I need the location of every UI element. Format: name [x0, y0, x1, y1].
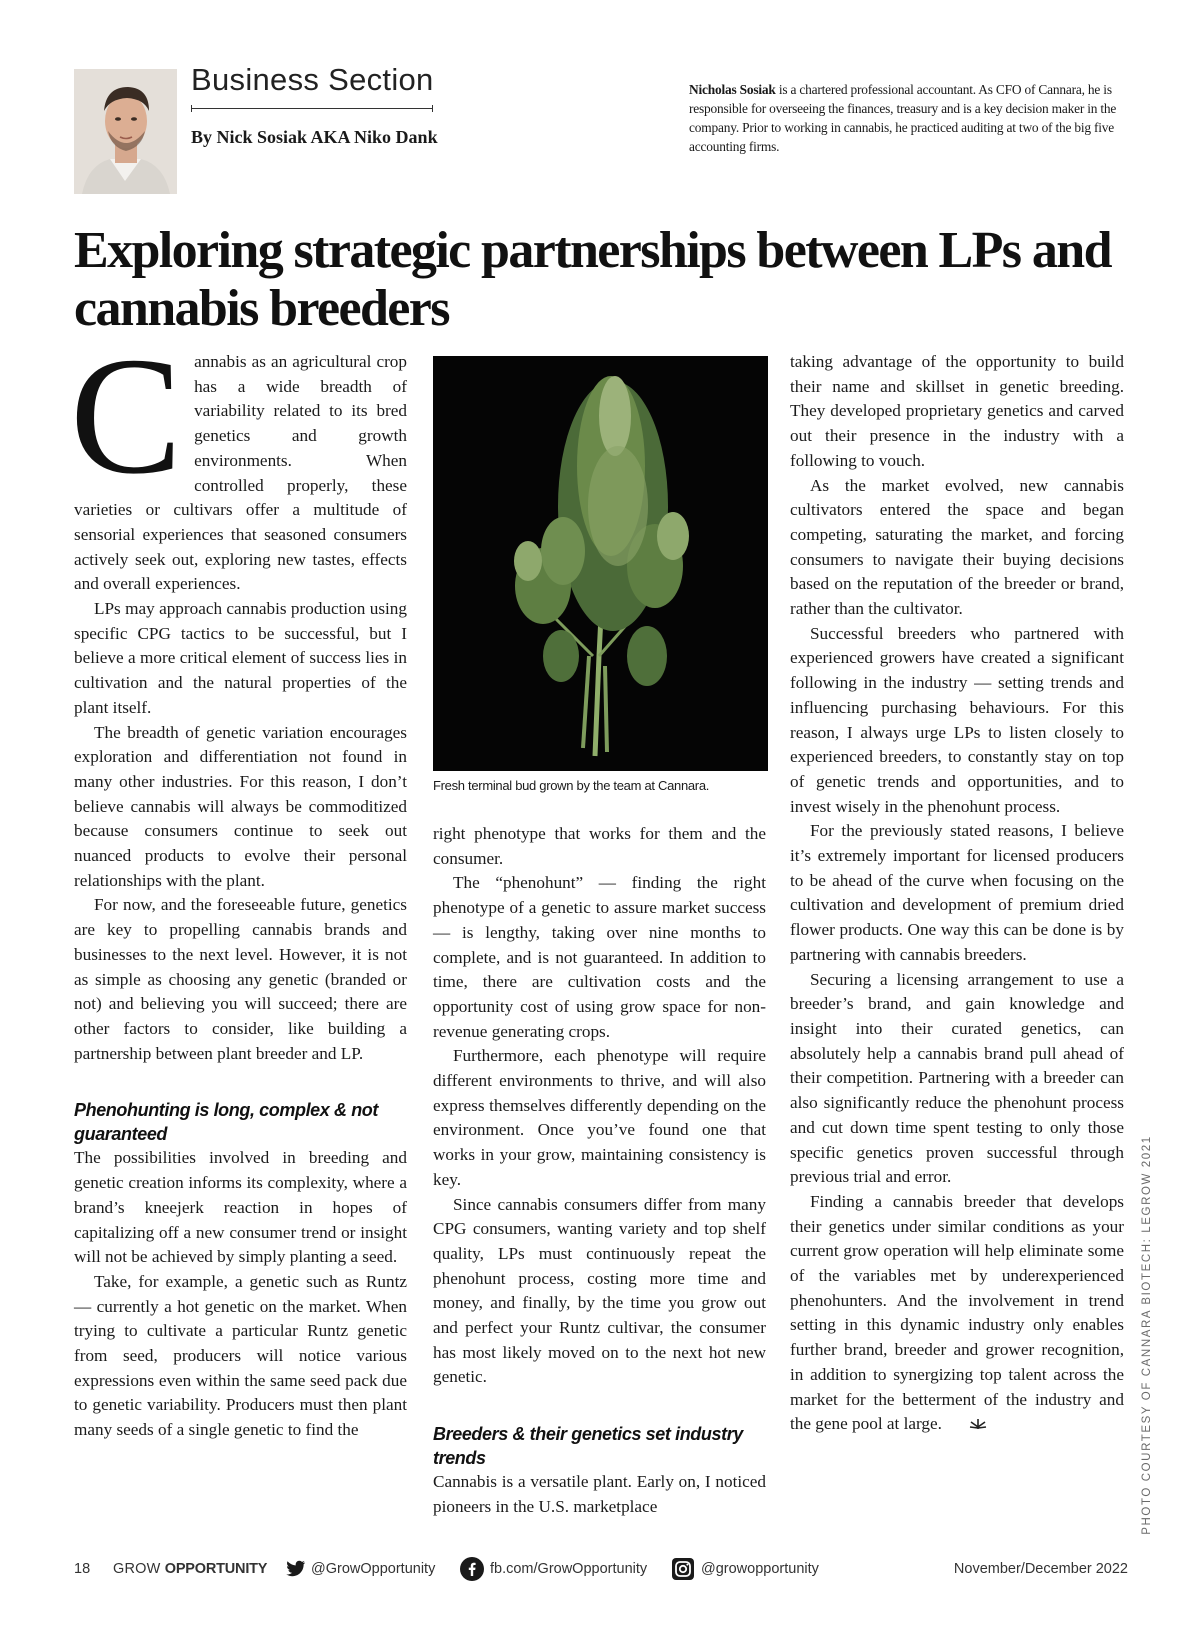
article-paragraph: The “phenohunt” — finding the right phenotype of a genetic to assure market success — is lengthy, taking over nine months to complete, and is not guaranteed. In addition to time, there are cultivation costs and the opportunity cost of using grow space for non-revenue generating crops.: [433, 873, 766, 1041]
author-bio: [689, 80, 1129, 156]
article-paragraph: The possibilities involved in breeding and genetic creation informs its complexity, where a brand’s kneejerk reaction in hopes of capitalizing off a new consumer trend or insight will not be achieved by simply planting a seed.: [74, 1148, 407, 1267]
article-paragraph: Successful breeders who partnered with experienced growers have created a significant following in the industry — setting trends and influencing purchasing behaviours. For this reason, I always urge LPs to listen closely to experienced breeders, to constantly stay on top of genetic trends and opportunities, and to invest wisely in the phenohunt process.: [790, 623, 1124, 816]
article-paragraph: Securing a licensing arrangement to use a breeder’s brand, and gain knowledge and insight into their curated genetics, can absolutely help a cannabis brand pull ahead of their competition. Partnering with a breeder can also significantly reduce the phenohunt process and cut down time spent testing to only those specific genetics proven successful through previous trial and error.: [790, 969, 1124, 1187]
drop-cap: C: [70, 323, 183, 509]
paragraph-text: annabis as an agricultural crop has a wide breadth of variability related to its bred genetics and growth environments. When controlled properly, these varieties or cultivars offer a multitude of sensorial experiences that seasoned consumers actively seek out, exploring new tastes, effects and overall experiences.: [74, 352, 407, 594]
section-divider: [191, 108, 433, 109]
article-paragraph: For now, and the foreseeable future, genetics are key to propelling cannabis brands and businesses to the next level. However, it is not as simple as choosing any genetic (branded or not) and believing you will succeed; there are other factors to consider, like building a partnership between plant breeder and LP.: [74, 895, 407, 1063]
instagram-handle[interactable]: @growopportunity: [701, 1561, 819, 1577]
facebook-icon[interactable]: [460, 1557, 484, 1581]
article-paragraph: right phenotype that works for them and the consumer.: [433, 824, 766, 868]
twitter-icon[interactable]: [283, 1557, 307, 1581]
brand-bold: OPPORTUNITY: [164, 1561, 268, 1577]
magazine-brand: [113, 1561, 267, 1577]
article-column-3: [790, 350, 1124, 1439]
subheading-breeders: Breeders & their genetics set industry trends: [433, 1424, 743, 1469]
article-headline: Exploring strategic partnerships between LPs and cannabis breeders: [74, 222, 1111, 337]
article-paragraph: [790, 1190, 1124, 1439]
brand-light: GROW: [113, 1561, 165, 1577]
article-paragraph: taking advantage of the opportunity to build their name and skillset in genetic breeding. They developed proprietary genetics and carved out their presence in the industry with a following to vouch.: [790, 352, 1124, 470]
article-paragraph: The breadth of genetic variation encourages exploration and differentiation not found in many other industries. For this reason, I don’t believe cannabis will always be commoditized because consumers continue to seek out nuanced products to evolve their personal relationships with the plant.: [74, 722, 407, 890]
photo-caption: Fresh terminal bud grown by the team at Cannara.: [433, 778, 710, 793]
cannabis-leaf-icon: [948, 1414, 988, 1439]
author-portrait: [74, 69, 177, 194]
author-bio-text: is a chartered professional accountant. As CFO of Cannara, he is responsible for overseeing the finances, treasury and is a key decision maker in the company. Prior to working in cannabis, he practiced auditing at two of the big five accounting firms.: [689, 82, 1117, 154]
byline: By Nick Sosiak AKA Niko Dank: [191, 127, 438, 147]
article-paragraph: [70, 323, 407, 597]
article-paragraph: LPs may approach cannabis production using specific CPG tactics to be successful, but I believe a more critical element of success lies in cultivation and the natural properties of the plant itself.: [74, 599, 407, 717]
article-paragraph: Furthermore, each phenotype will require different environments to thrive, and will also express themselves differently depending on the environment. Once you’ve found one that works in your grow, maintaining consistency is key.: [433, 1046, 766, 1189]
issue-date: November/December 2022: [953, 1561, 1128, 1577]
article-paragraph: Since cannabis consumers differ from many CPG consumers, wanting variety and top shelf quality, LPs must continuously repeat the phenohunt process, costing more time and money, and finally, by the time you grow out and perfect your Runtz cultivar, the consumer has most likely moved on to the next hot new genetic.: [433, 1194, 766, 1387]
cannabis-plant-photo: [433, 356, 768, 771]
instagram-icon[interactable]: [671, 1557, 695, 1581]
article-paragraph: As the market evolved, new cannabis cultivators entered the space and began competing, saturating the market, and forcing consumers to navigate their buying decisions based on the reputation of the breeder or brand, rather than the cultivator.: [790, 475, 1124, 619]
article-paragraph: Cannabis is a versatile plant. Early on, I noticed pioneers in the U.S. marketplace: [433, 1472, 766, 1516]
subheading-phenohunting: Phenohunting is long, complex & not guaranteed: [74, 1100, 378, 1145]
paragraph-text: Finding a cannabis breeder that develops their genetics under similar conditions as your current grow operation will help eliminate some of the variables met by underexperienced phenohunters. And the involvement in trend setting in this dynamic industry only enables further brand, breeder and grower recognition, in addition to synergizing top talent across the market for the betterment of the industry and the gene pool at large.: [790, 1191, 1124, 1434]
article-column-1: [70, 323, 407, 1443]
article-paragraph: For the previously stated reasons, I believe it’s extremely important for licensed producers to be ahead of the curve when focusing on the cultivation and development of premium dried flower products. One way this can be done is by partnering with cannabis breeders.: [790, 821, 1124, 964]
article-column-2: [433, 822, 766, 1520]
section-title: Business Section: [191, 62, 434, 97]
twitter-handle[interactable]: @GrowOpportunity: [311, 1561, 436, 1577]
facebook-link[interactable]: fb.com/GrowOpportunity: [490, 1561, 648, 1577]
author-bio-name: Nicholas Sosiak: [689, 82, 776, 97]
page-number: 18: [74, 1561, 91, 1577]
photo-credit: PHOTO COURTESY OF CANNARA BIOTECH: LEGROW 2021: [1141, 1135, 1153, 1535]
article-paragraph: Take, for example, a genetic such as Runtz — currently a hot genetic on the market. When trying to cultivate a particular Runtz genetic from seed, producers will notice various expressions even within the same seed pack due to genetic variability. Producers must then plant many seeds of a single genetic to find the: [74, 1271, 407, 1440]
